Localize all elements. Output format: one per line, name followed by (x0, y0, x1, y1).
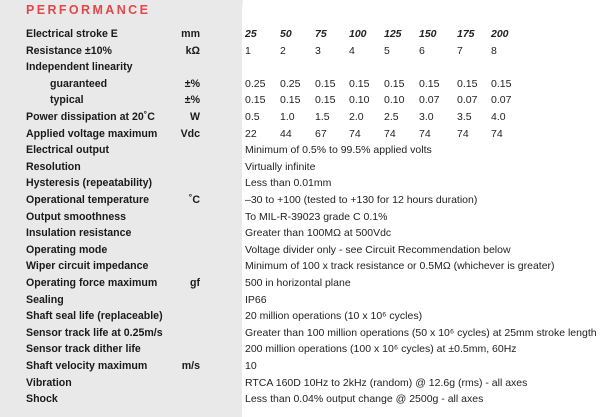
spec-row (0, 243, 611, 259)
spec-cell: 0.07 (419, 94, 440, 107)
spec-cell: 0.07 (491, 94, 512, 107)
spec-row (0, 160, 611, 176)
spec-row (0, 44, 611, 60)
spec-value: To MIL-R-39023 grade C 0.1% (245, 210, 388, 223)
spec-cell: 6 (419, 44, 425, 57)
column-header-stroke: 175 (457, 28, 475, 40)
spec-cell: 0.15 (491, 77, 512, 90)
spec-label: Sealing (26, 293, 64, 306)
column-header-stroke: 50 (280, 28, 292, 40)
spec-label: Resolution (26, 160, 81, 173)
column-header-stroke: 150 (419, 28, 437, 40)
spec-cell: 1.5 (315, 111, 330, 123)
spec-label: Operating force maximum (26, 277, 158, 289)
spec-cell: 22 (245, 127, 257, 140)
spec-cell: 2.0 (349, 111, 364, 123)
spec-cell: 0.25 (280, 77, 301, 90)
spec-row (0, 359, 611, 375)
spec-cell: 0.15 (419, 77, 440, 90)
spec-unit: kΩ (185, 44, 200, 57)
spec-value: 500 in horizontal plane (245, 277, 351, 289)
spec-row (0, 110, 611, 126)
spec-row (0, 293, 611, 309)
spec-cell: 0.10 (384, 94, 405, 107)
spec-row (0, 210, 611, 226)
column-header-stroke: 100 (349, 28, 367, 40)
spec-label: Applied voltage maximum (26, 127, 158, 140)
spec-cell: 1 (245, 44, 251, 57)
spec-row (0, 259, 611, 275)
spec-label: Operational temperature (26, 194, 150, 206)
spec-cell: 0.15 (457, 77, 478, 90)
spec-cell: 0.15 (349, 77, 370, 90)
spec-cell: 0.5 (245, 111, 260, 123)
spec-label: Resistance ±10% (26, 44, 112, 57)
spec-label: Shaft velocity maximum (26, 360, 148, 372)
spec-label: Electrical output (26, 144, 109, 157)
spec-cell: 0.10 (349, 94, 370, 107)
spec-row (0, 342, 611, 358)
spec-cell: 5 (384, 44, 390, 57)
spec-value: Greater than 100MΩ at 500Vdc (245, 227, 392, 240)
spec-unit: gf (190, 277, 200, 289)
spec-row (0, 392, 611, 408)
spec-cell: 0.15 (245, 94, 266, 107)
spec-value: –30 to +100 (tested to +130 for 12 hours duration) (245, 194, 478, 206)
column-header-stroke: 75 (315, 28, 327, 40)
spec-label: Output smoothness (26, 210, 127, 223)
spec-label: Operating mode (26, 243, 108, 256)
spec-label: Sensor track life at 0.25m/s (26, 326, 163, 339)
spec-unit: mm (181, 28, 200, 40)
spec-cell: 0.15 (280, 94, 301, 107)
spec-label: Sensor track dither life (26, 343, 141, 356)
spec-cell: 0.07 (457, 94, 478, 107)
spec-label: Wiper circuit impedance (26, 260, 149, 273)
spec-value: RTCA 160D 10Hz to 2kHz (random) @ 12.6g (rms) - all axes (245, 376, 528, 389)
spec-cell: 0.15 (384, 77, 405, 90)
spec-cell: 74 (384, 127, 396, 140)
spec-label: Shock (26, 393, 58, 406)
spec-cell: 74 (457, 127, 469, 140)
spec-row (0, 226, 611, 242)
spec-value: 20 million operations (10 x 10⁶ cycles) (245, 310, 423, 323)
spec-cell: 3 (315, 44, 321, 57)
spec-row (0, 127, 611, 143)
spec-row (0, 193, 611, 209)
spec-value: 200 million operations (100 x 10⁶ cycles) at ±0.5mm, 60Hz (245, 343, 517, 356)
spec-label: guaranteed (50, 77, 108, 90)
spec-row (0, 143, 611, 159)
spec-row (0, 309, 611, 325)
spec-cell: 67 (315, 127, 327, 140)
spec-value: Voltage divider only - see Circuit Recommendation below (245, 243, 511, 256)
spec-cell: 1.0 (280, 111, 295, 123)
spec-row (0, 276, 611, 292)
spec-value: 10 (245, 360, 257, 372)
spec-label: Hysteresis (repeatability) (26, 177, 153, 190)
spec-cell: 44 (280, 127, 292, 140)
spec-unit: ±% (184, 94, 200, 107)
spec-row (0, 60, 611, 76)
spec-unit: ˚C (188, 194, 200, 206)
spec-cell: 2 (280, 44, 286, 57)
spec-cell: 3.5 (457, 111, 472, 123)
spec-row (0, 77, 611, 93)
spec-label: Vibration (26, 376, 72, 389)
spec-label: Electrical stroke E (26, 28, 118, 40)
spec-cell: 7 (457, 44, 463, 57)
column-header-stroke: 200 (491, 28, 509, 40)
spec-cell: 74 (419, 127, 431, 140)
spec-cell: 0.15 (315, 77, 336, 90)
spec-value: Virtually infinite (245, 160, 316, 173)
spec-value: Greater than 100 million operations (50 x 10⁶ cycles) at 25mm stroke length (245, 326, 597, 339)
spec-cell: 4.0 (491, 111, 506, 123)
spec-row (0, 27, 611, 43)
spec-label: typical (50, 94, 84, 107)
spec-label: Insulation resistance (26, 227, 132, 240)
spec-cell: 2.5 (384, 111, 399, 123)
spec-row (0, 376, 611, 392)
spec-cell: 74 (491, 127, 503, 140)
spec-value: Less than 0.01mm (245, 177, 332, 190)
spec-row (0, 176, 611, 192)
spec-label: Independent linearity (26, 61, 133, 74)
spec-row (0, 326, 611, 342)
spec-cell: 74 (349, 127, 361, 140)
spec-cell: 8 (491, 44, 497, 57)
spec-cell: 0.15 (315, 94, 336, 107)
column-header-stroke: 125 (384, 28, 402, 40)
spec-value: Minimum of 100 x track resistance or 0.5MΩ (whichever is greater) (245, 260, 555, 273)
column-header-stroke: 25 (245, 28, 257, 40)
spec-row (0, 93, 611, 109)
spec-unit: Vdc (180, 127, 200, 140)
spec-cell: 3.0 (419, 111, 434, 123)
spec-value: IP66 (245, 293, 267, 306)
spec-cell: 0.25 (245, 77, 266, 90)
spec-unit: m/s (181, 360, 200, 372)
spec-unit: ±% (184, 77, 200, 90)
spec-cell: 4 (349, 44, 355, 57)
spec-label: Shaft seal life (replaceable) (26, 310, 163, 323)
spec-value: Less than 0.04% output change @ 2500g - all axes (245, 393, 484, 406)
section-title: PERFORMANCE (26, 3, 151, 17)
spec-value: Minimum of 0.5% to 99.5% applied volts (245, 144, 432, 157)
spec-label: Power dissipation at 20˚C (26, 111, 155, 123)
spec-unit: W (190, 111, 200, 123)
